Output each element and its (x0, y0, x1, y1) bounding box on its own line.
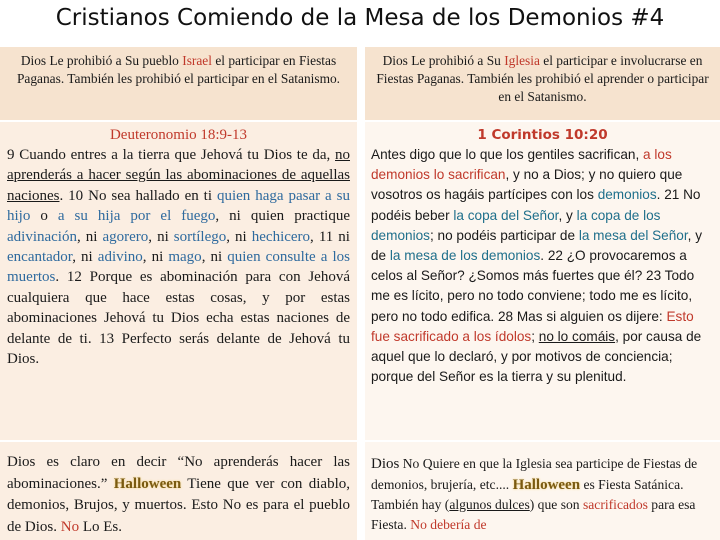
left-header (0, 47, 357, 120)
right-header-iglesia: Iglesia (504, 53, 540, 68)
left-reference: Deuteronomio 18:9-13 (109, 127, 248, 143)
rf-red2: No debería de (410, 516, 487, 532)
v9-underlined: no aprenderás a hacer según las abominaciones de aquellas naciones (7, 147, 350, 204)
left-body (0, 122, 357, 440)
left-header-text-2: el participar en Fiestas Paganas. También les prohibió el participar en el Satanismo. (16, 53, 341, 86)
r-t5: ; no podéis participar de (429, 227, 579, 243)
right-header-text-2: el participar e involucrarse en Fiestas Paganas. También les prohibió el aprender o participar en el Satanismo. (376, 53, 709, 104)
v9-lead: 9 Cuando entres a la tierra que Jehová tu Dios te da, (7, 147, 335, 163)
rf-a: No Quiere en que la Iglesia sea participe de Fiestas de demonios, brujería, etc.... (371, 456, 698, 492)
r-t9: , por causa de aquel que lo declaró, y por motivos de conciencia; porque del Señor es la tierra y su plenitud. (371, 328, 702, 385)
right-footer-text (365, 442, 720, 534)
r-t8-underlined: no lo comáis (538, 328, 616, 344)
r-t6: , y de (371, 227, 703, 264)
rf-dios: Dios (371, 456, 400, 472)
v11-b: , ni (72, 249, 98, 266)
v11-a: , 11 ni (310, 228, 350, 245)
r-t5-blue: la mesa del Señor (578, 227, 688, 243)
right-body (365, 122, 720, 440)
right-footer (365, 442, 720, 540)
rf-underlined: algunos dulces (449, 497, 530, 513)
v10-blue6: hechicero (251, 228, 311, 245)
left-verse-text (0, 145, 357, 369)
r-t3-blue: la copa del Señor (453, 207, 559, 223)
v10-blue3: adivinación (7, 228, 77, 245)
r-t1: Antes digo que lo que los gentiles sacrifican, (371, 147, 644, 162)
v11-blue3: mago (168, 249, 202, 266)
v10-d: , ni (76, 228, 103, 245)
v10-blue2: a su hija por el fuego (57, 208, 216, 225)
lf-c: Lo Es. (79, 518, 123, 535)
r-t1-red: a los demonios lo sacrifican (371, 147, 672, 183)
r-t2: , y no a Dios; y no quiero que vosotros os hagáis partícipes con los (371, 167, 683, 203)
right-header (365, 47, 720, 120)
v11-blue4: quien consulte a los muertos (7, 249, 350, 286)
right-header-text-1: Dios Le prohibió a Su (382, 53, 505, 68)
slide-title: Cristianos Comiendo de la Mesa de los Demonios #4 (55, 5, 665, 31)
v10-blue1: quien haga pasar a su hijo (7, 187, 350, 225)
right-reference: 1 Corintios 10:20 (477, 127, 608, 143)
r-t4-blue: la copa de los demonios (371, 207, 661, 243)
v10-e: , ni (148, 228, 174, 245)
lf-b: Tiene que ver con diablo, demonios, Brujos, y muertos. Esto No es para el pueblo de Dios. (7, 475, 350, 535)
left-footer (0, 442, 357, 540)
v12-13: . 12 Porque es abominación para con Jehová cualquiera que hace estas cosas, y por estas abominaciones Jehová tu Dios echa estas naciones de delante de ti. 13 Perfecto serás delante de Jehová tu Dios. (7, 269, 350, 368)
lf-halloween: Halloween (113, 475, 182, 492)
rf-b: es Fiesta Satánica. También hay ( (371, 476, 684, 513)
r-t6-blue: la mesa de los demonios (389, 248, 541, 264)
v11-c: , ni (142, 249, 169, 266)
lf-a: Dios es claro en decir “No aprenderás hacer las abominaciones.” (7, 454, 350, 492)
v10-b: o (30, 208, 58, 225)
lf-no: No (60, 518, 80, 535)
right-verse-text (365, 145, 720, 387)
v10-c: , ni quien practique (215, 208, 350, 225)
left-header-israel: Israel (182, 53, 212, 68)
r-t4: , y (558, 207, 577, 223)
r-t2-blue: demonios (597, 187, 657, 203)
v10-blue4: agorero (102, 228, 149, 245)
left-footer-text (0, 442, 357, 538)
v11-blue2: adivino (97, 249, 143, 266)
v11-d: , ni (201, 249, 228, 266)
r-t7: . 22 ¿O provocaremos a celos al Señor? ¿Somos más fuertes que él? 23 Todo me es lícito, pero no todo conviene; todo me es lícito, pero no todo edifica. 28 Mas si alguien os dijere: (371, 248, 695, 324)
rf-red1: sacrificados (582, 497, 648, 513)
rf-d: para esa Fiesta. (371, 497, 696, 532)
v10-f: , ni (226, 228, 252, 245)
rf-c: ) que son (529, 497, 583, 513)
v10-blue5: sortílego (173, 228, 227, 245)
v10-a: . 10 No sea hallado en ti (59, 187, 217, 204)
r-t7-red: Esto fue sacrificado a los ídolos (371, 308, 694, 344)
rf-halloween: Halloween (512, 476, 581, 493)
r-t8: ; (531, 328, 539, 344)
v11-blue1: encantador (7, 249, 73, 266)
r-t3: . 21 No podéis beber (371, 187, 701, 223)
left-header-text-1: Dios Le prohibió a Su pueblo (20, 53, 183, 68)
